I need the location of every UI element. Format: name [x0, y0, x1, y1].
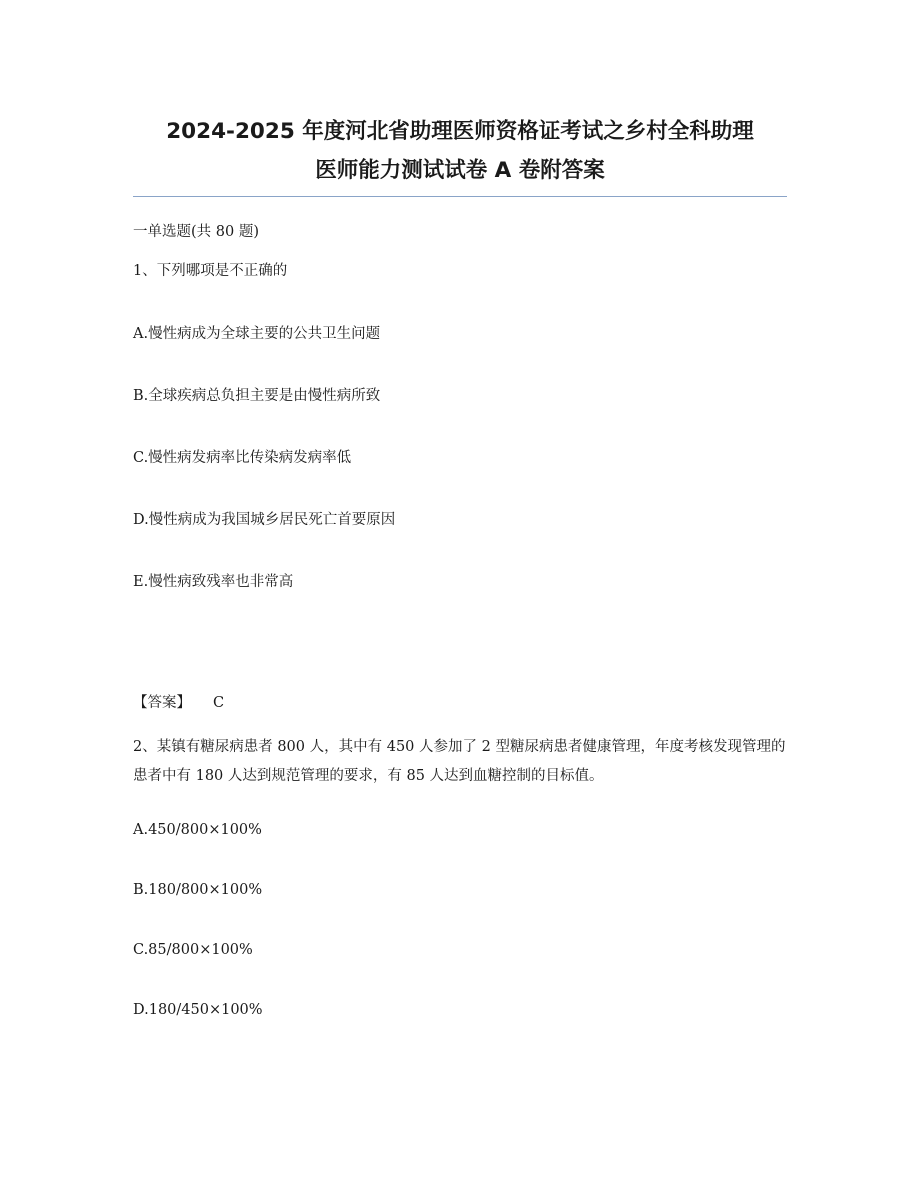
answer-value: C: [213, 695, 225, 711]
question-1-answer: [133, 692, 224, 714]
question-2-option-b: B.180/800×100%: [133, 882, 263, 898]
answer-label: 【答案】: [133, 695, 191, 711]
page-title: [133, 112, 787, 190]
question-1-option-e: E.慢性病致残率也非常高: [133, 574, 294, 590]
section-heading: 一单选题(共 80 题): [133, 224, 259, 240]
question-1-option-a: A.慢性病成为全球主要的公共卫生问题: [133, 326, 381, 342]
question-1-option-b: B.全球疾病总负担主要是由慢性病所致: [133, 388, 381, 404]
question-2-stem: 2、某镇有糖尿病患者 800 人，其中有 450 人参加了 2 型糖尿病患者健康管理，年度考核发现管理的患者中有 180 人达到规范管理的要求，有 85 人达到血糖控制的目标值。: [133, 739, 786, 784]
question-2-option-c: C.85/800×100%: [133, 942, 253, 958]
title-line-2: 医师能力测试试卷 A 卷附答案: [315, 158, 605, 183]
question-2-option-a: A.450/800×100%: [133, 822, 262, 838]
question-1-option-d: D.慢性病成为我国城乡居民死亡首要原因: [133, 512, 396, 528]
question-1-option-c: C.慢性病发病率比传染病发病率低: [133, 450, 352, 466]
question-2-option-d: D.180/450×100%: [133, 1002, 263, 1018]
title-divider: [133, 196, 787, 197]
title-line-1: 2024-2025 年度河北省助理医师资格证考试之乡村全科助理: [166, 119, 754, 144]
question-1-stem: 1、下列哪项是不正确的: [133, 263, 288, 279]
